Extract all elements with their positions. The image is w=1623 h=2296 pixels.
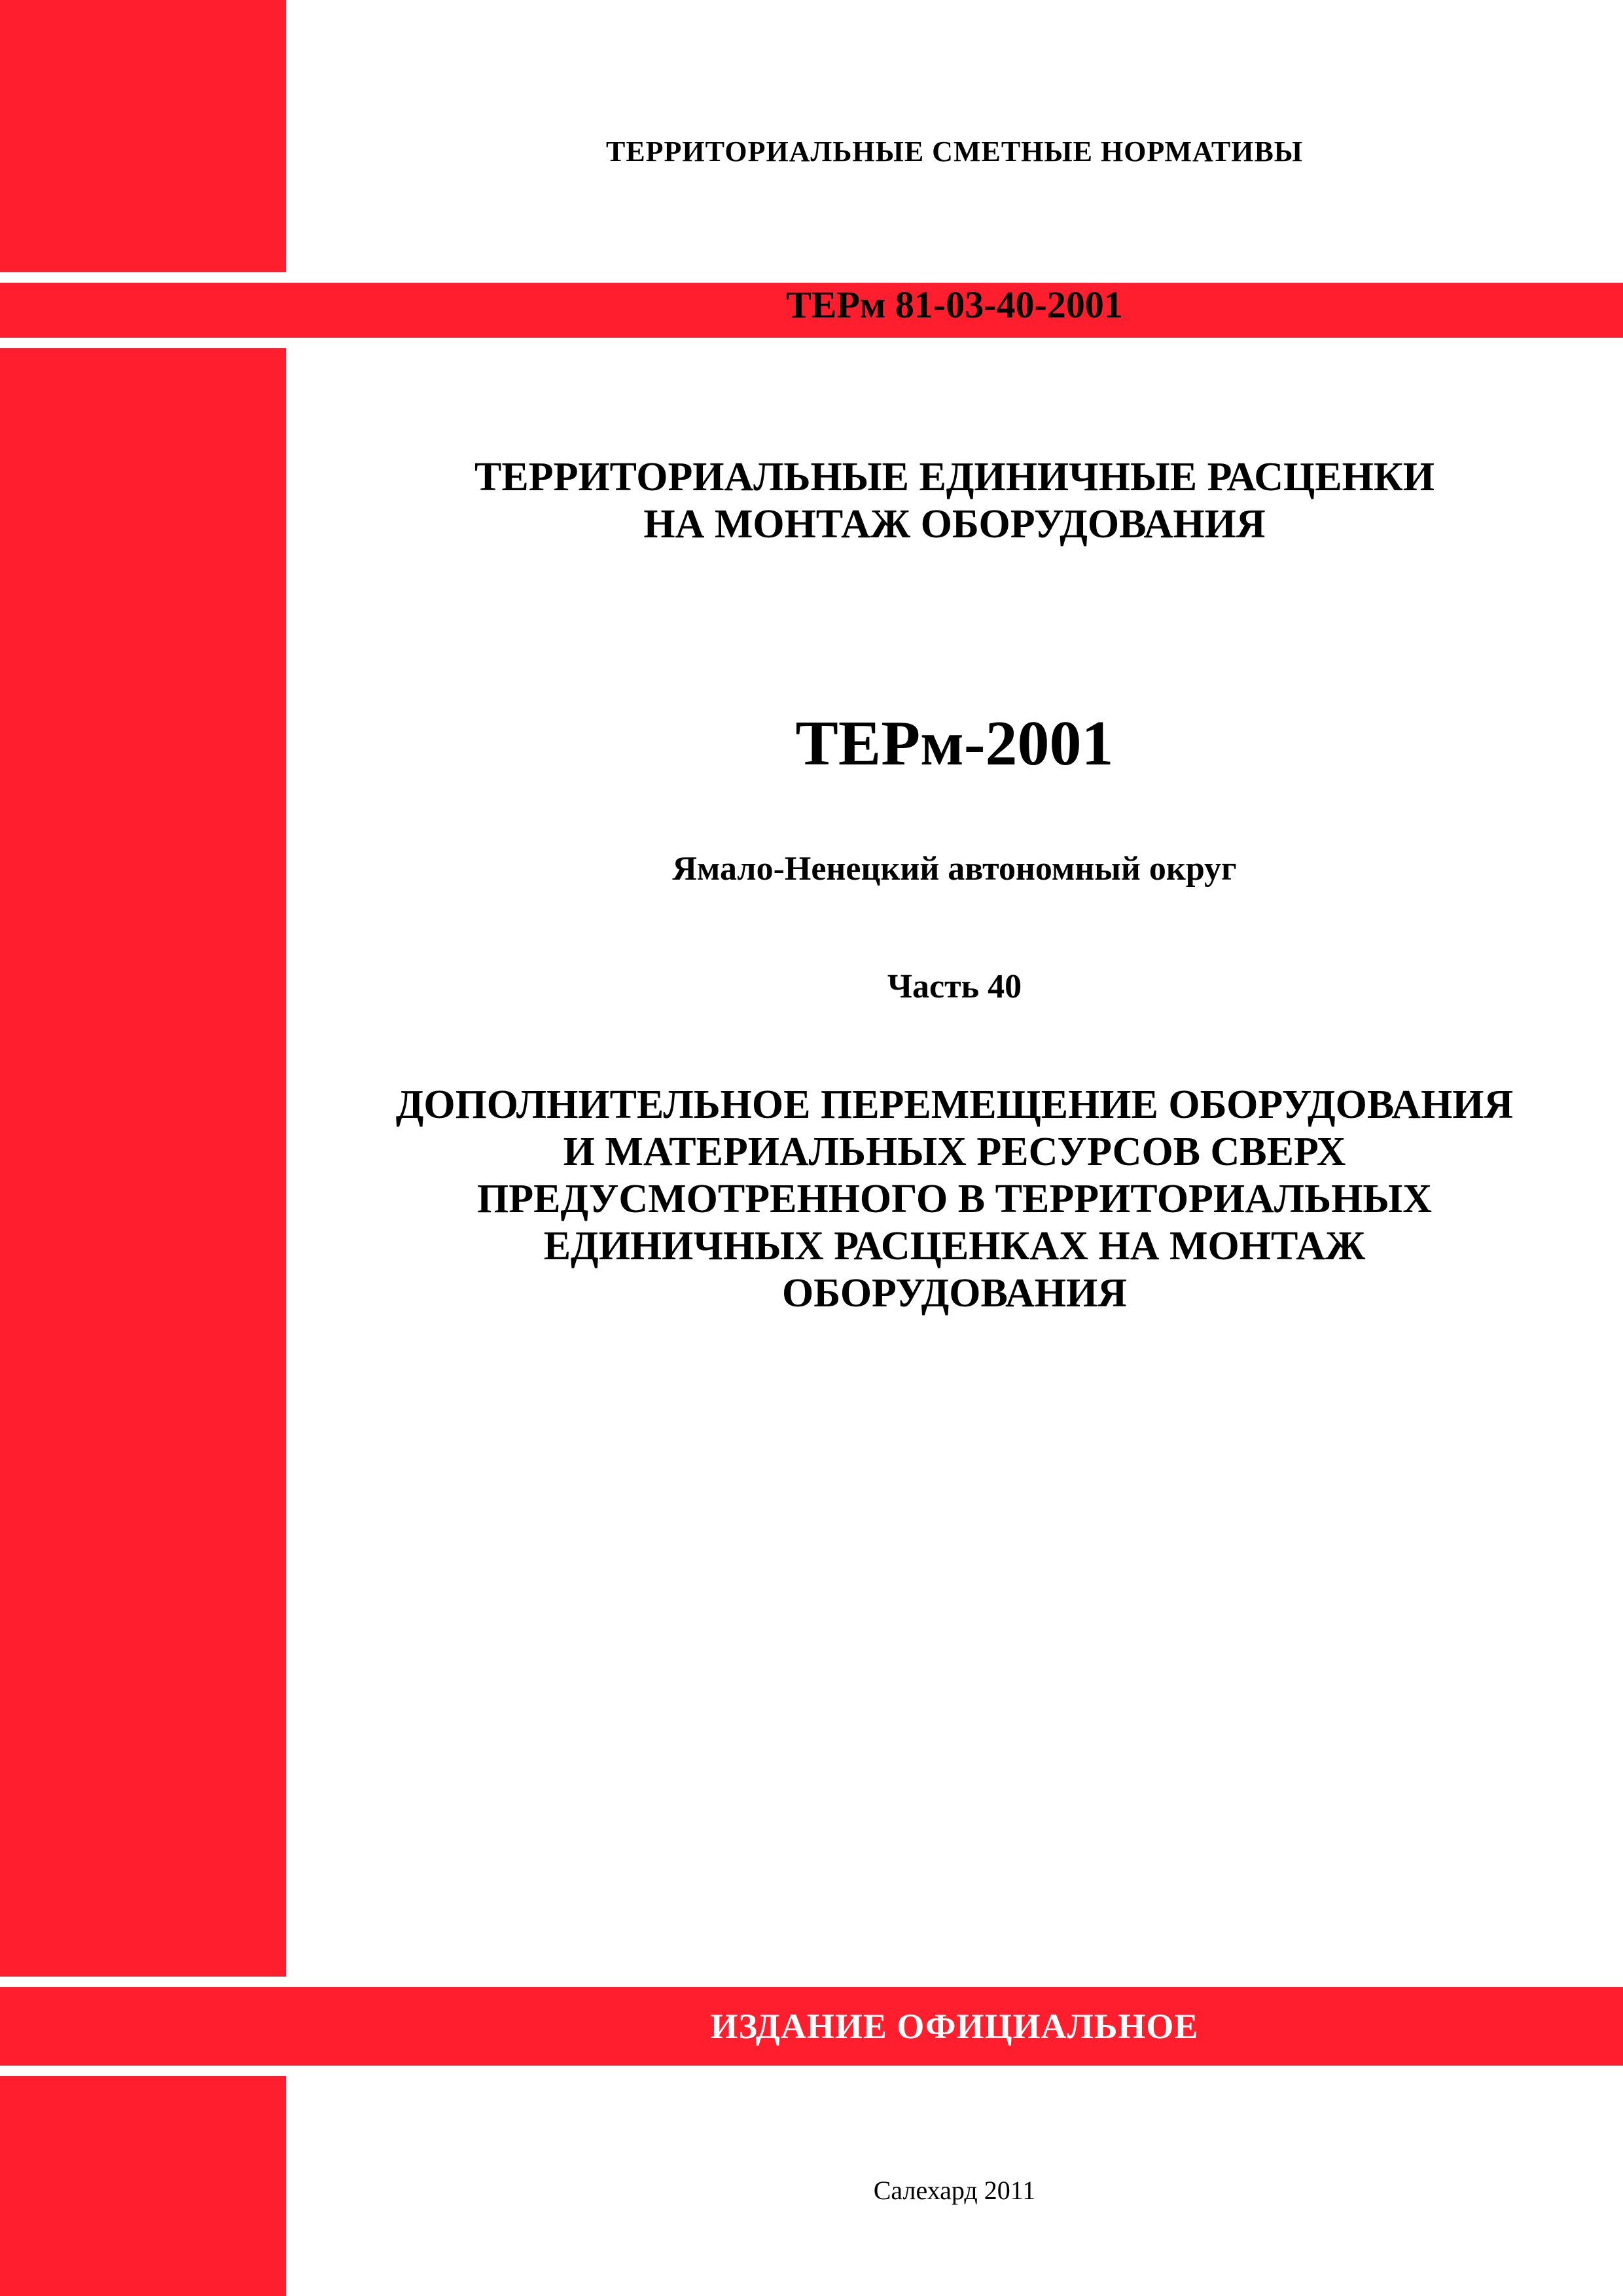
short-code: ТЕРм-2001 <box>795 708 1114 779</box>
document-title <box>286 454 1623 548</box>
publication-imprint: Салехард 2011 <box>873 2176 1036 2205</box>
document-code: ТЕРм 81-03-40-2001 <box>786 283 1123 326</box>
subject-line: ДОПОЛНИТЕЛЬНОЕ ПЕРЕМЕЩЕНИЕ ОБОРУДОВАНИЯ <box>395 1083 1514 1127</box>
subject-line: ЕДИНИЧНЫХ РАСЦЕНКАХ НА МОНТАЖ <box>543 1224 1366 1268</box>
title-line: ТЕРРИТОРИАЛЬНЫЕ ЕДИНИЧНЫЕ РАСЦЕНКИ <box>474 455 1435 499</box>
title-line: НА МОНТАЖ ОБОРУДОВАНИЯ <box>643 502 1266 547</box>
official-gap-bottom <box>0 2066 286 2076</box>
part-number: Часть 40 <box>887 968 1022 1005</box>
subject-line: ОБОРУДОВАНИЯ <box>782 1271 1127 1316</box>
band-gap-bottom <box>0 338 286 348</box>
band-gap-top <box>0 272 286 283</box>
part-subject <box>286 1081 1623 1317</box>
series-heading: ТЕРРИТОРИАЛЬНЫЕ СМЕТНЫЕ НОРМАТИВЫ <box>605 135 1304 168</box>
subject-line: ПРЕДУСМОТРЕННОГО В ТЕРРИТОРИАЛЬНЫХ <box>477 1177 1432 1221</box>
subject-line: И МАТЕРИАЛЬНЫХ РЕСУРСОВ СВЕРХ <box>563 1130 1346 1174</box>
official-gap-top <box>0 1977 286 1987</box>
region-name: Ямало-Ненецкий автономный округ <box>672 850 1237 888</box>
official-edition-label: ИЗДАНИЕ ОФИЦИАЛЬНОЕ <box>710 2007 1199 2046</box>
